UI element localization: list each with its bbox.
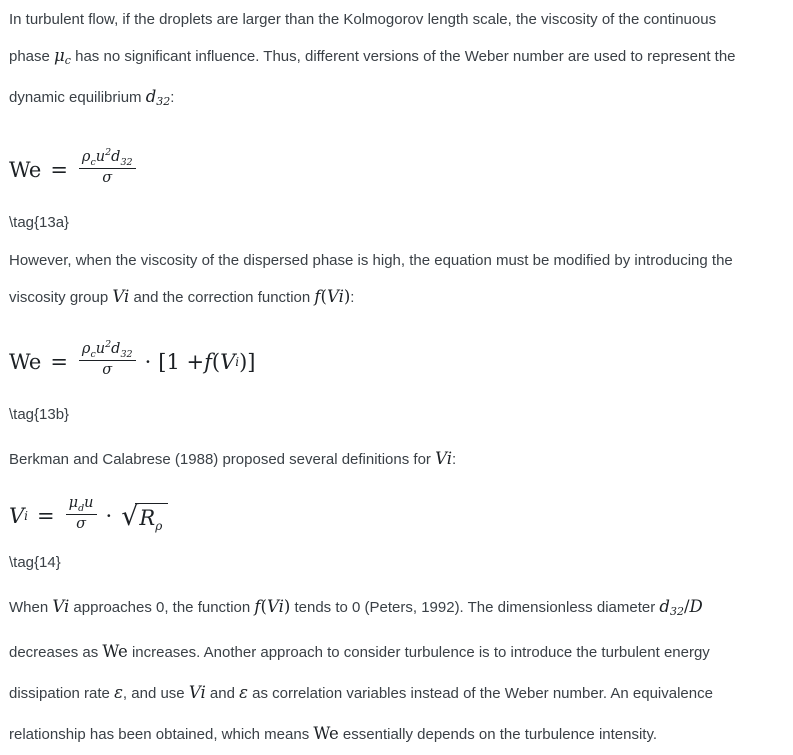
paragraph-conclusion xyxy=(9,587,784,755)
math-superscript: 2 xyxy=(105,339,112,351)
math-fraction xyxy=(79,341,136,379)
text-segment: Berkman and Calabrese (1988) proposed several definitions for xyxy=(9,451,436,468)
inline-math-segment: f xyxy=(254,597,261,616)
text-segment: has no significant influence. Thus, different versions of the Weber number are used to represent the xyxy=(70,48,736,65)
text-segment: and the correction function xyxy=(129,289,315,306)
latex-tag-13b: \tag{13b} xyxy=(9,406,70,423)
math-d: d xyxy=(111,149,121,166)
math-subscript: c xyxy=(90,349,96,361)
paragraph-intro xyxy=(9,2,784,120)
text-line xyxy=(9,587,784,632)
equation-13a xyxy=(9,148,784,192)
text-line xyxy=(9,714,784,755)
inline-math-segment: d xyxy=(659,597,670,616)
fraction-numerator xyxy=(79,341,136,359)
inline-math-segment: Vi xyxy=(435,449,452,468)
math-R: R xyxy=(139,505,156,530)
paragraph-berkman xyxy=(9,441,784,478)
paren-open: ( xyxy=(211,350,221,374)
math-subscript: c xyxy=(90,157,96,169)
math-f: f xyxy=(204,350,212,374)
text-segment: : xyxy=(451,451,457,468)
text-segment: , and use xyxy=(122,685,189,702)
math-rho: ρ xyxy=(81,341,91,358)
text-segment: When xyxy=(9,599,53,616)
math-subscript: ρ xyxy=(155,518,163,533)
equals-sign: = xyxy=(37,504,55,528)
equation-14: V i = $\frac{\mu_du}{\sigma}$ · √ $R_\rho$ xyxy=(9,492,784,540)
math-we-symbol: We xyxy=(9,350,42,374)
text-segment: approaches 0, the function xyxy=(69,599,255,616)
radical-sign: √ xyxy=(121,500,139,532)
math-fraction xyxy=(66,495,97,533)
math-sigma: σ xyxy=(102,361,113,378)
fraction-denominator xyxy=(66,514,97,533)
text-segment: increases. Another approach to consider turbulence is to introduce the turbulent energy xyxy=(127,644,710,661)
math-sigma: σ xyxy=(76,515,87,532)
math-V: V xyxy=(9,504,25,528)
text-segment: phase xyxy=(9,48,55,65)
math-sigma: σ xyxy=(102,169,113,186)
text-line xyxy=(9,2,784,38)
math-d: d xyxy=(111,341,121,358)
inline-math-segment: ( xyxy=(320,287,327,306)
equals-sign: = xyxy=(50,158,68,182)
inline-math-segment: d xyxy=(145,87,157,106)
inline-math-segment: Vi xyxy=(52,597,70,616)
inline-math-segment: ) xyxy=(343,287,351,306)
inline-math-segment: ε xyxy=(239,683,248,702)
inline-math-segment: / xyxy=(683,597,690,616)
inline-math-segment: Vi xyxy=(188,683,206,702)
fraction-numerator xyxy=(66,495,97,513)
inline-math-segment: μ xyxy=(54,46,65,65)
paragraph-however xyxy=(9,243,784,316)
math-fraction xyxy=(79,149,136,187)
text-segment: : xyxy=(170,89,175,106)
math-subscript: 32 xyxy=(120,157,133,169)
inline-math-segment: 32 xyxy=(669,605,684,618)
math-u: u xyxy=(84,495,94,512)
math-we-symbol: We xyxy=(9,158,42,182)
fraction-denominator xyxy=(79,168,136,187)
radicand xyxy=(135,503,168,533)
text-line xyxy=(9,79,784,120)
equation-13b: We = $\frac{\rho_cu^2d_{32}}{\sigma}$ · [1 + f ( V i )] xyxy=(9,339,256,378)
text-segment: viscosity group xyxy=(9,289,113,306)
fraction-denominator xyxy=(79,360,136,379)
text-line xyxy=(9,673,784,714)
text-segment: tends to 0 (Peters, 1992). The dimensionless diameter xyxy=(290,599,660,616)
text-segment: dynamic equilibrium xyxy=(9,89,146,106)
inline-math-segment: We xyxy=(102,642,128,661)
text-line xyxy=(9,632,784,673)
text-segment: : xyxy=(350,289,355,306)
text-segment: essentially depends on the turbulence intensity. xyxy=(338,726,658,743)
text-segment: dissipation rate xyxy=(9,685,115,702)
inline-math-segment: Vi xyxy=(266,597,284,616)
inline-math-segment: ε xyxy=(114,683,123,702)
math-superscript: 2 xyxy=(105,147,112,159)
inline-math-segment: ) xyxy=(283,597,291,616)
math-mu: μ xyxy=(68,495,79,512)
latex-tag-13a: \tag{13a} xyxy=(9,214,70,231)
text-segment: decreases as xyxy=(9,644,103,661)
text-segment: and xyxy=(205,685,240,702)
inline-math-segment: D xyxy=(689,597,703,616)
inline-math-segment: We xyxy=(313,724,339,743)
inline-math-segment: Vi xyxy=(112,287,130,306)
cdot-operator: · xyxy=(144,350,152,374)
cdot-operator: · xyxy=(105,504,113,528)
inline-math-segment: 32 xyxy=(156,95,171,108)
equals-sign: = xyxy=(50,350,68,374)
text-line xyxy=(9,243,784,279)
text-segment: In turbulent flow, if the droplets are larger than the Kolmogorov length scale, the viscosity of the continuous xyxy=(9,11,717,28)
text-segment: However, when the viscosity of the dispersed phase is high, the equation must be modified by introducing the xyxy=(9,252,733,269)
math-rho: ρ xyxy=(81,149,91,166)
bracket-open: [1 + xyxy=(158,350,205,374)
text-segment: relationship has been obtained, which means xyxy=(9,726,314,743)
text-line xyxy=(9,441,784,478)
inline-math-segment: Vi xyxy=(326,287,344,306)
inline-math-segment: ( xyxy=(260,597,267,616)
bracket-close: )] xyxy=(239,350,256,374)
latex-tag-14: \tag{14} xyxy=(9,554,61,571)
text-segment: as correlation variables instead of the Weber number. An equivalence xyxy=(247,685,713,702)
math-u: u xyxy=(95,149,106,166)
math-V: V xyxy=(220,350,236,374)
text-line xyxy=(9,279,784,316)
text-line xyxy=(9,38,784,79)
square-root xyxy=(121,500,168,533)
inline-math-segment: c xyxy=(64,54,71,67)
fraction-numerator xyxy=(79,149,136,167)
inline-math-segment: f xyxy=(314,287,321,306)
math-u: u xyxy=(95,341,106,358)
math-subscript: d xyxy=(78,503,85,515)
math-subscript: 32 xyxy=(120,349,133,361)
